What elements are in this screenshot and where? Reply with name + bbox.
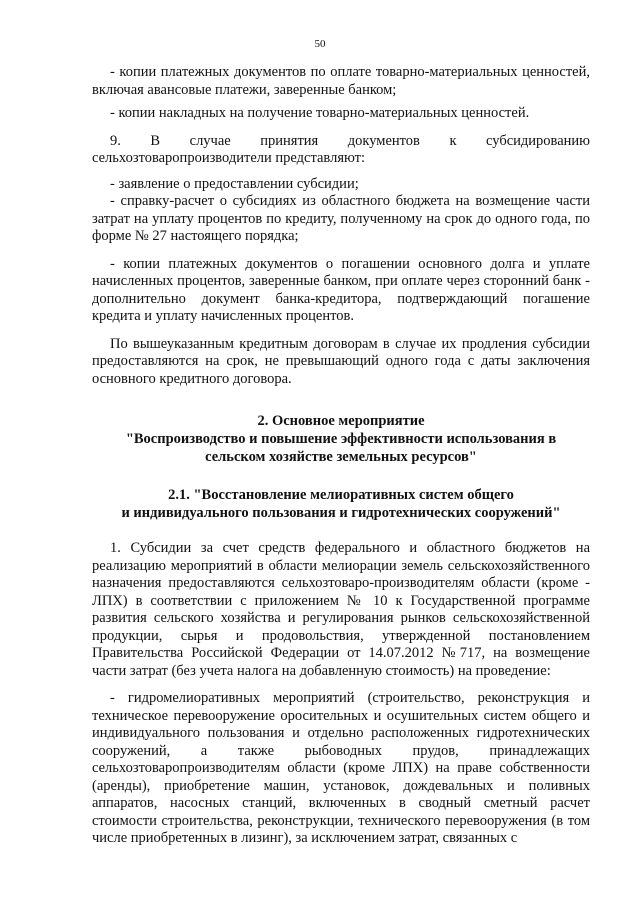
paragraph-application: - заявление о предоставлении субсидии; [110,175,359,192]
page-number: 50 [314,38,326,50]
section-heading-line: сельском хозяйстве земельных ресурсов" [205,449,477,465]
paragraph-calculation-certificate: - справку-расчет о субсидиях из областного бюджета на возмещение части затрат на уплату процентов по кредиту, полученному на срок до одного года, по форме № 27 настоящего порядка; [92,193,590,244]
paragraph-invoices: - копии накладных на получение товарно-материальных ценностей. [110,105,530,121]
section-heading-line: 2. Основное мероприятие [257,413,425,429]
section-heading-line: "Воспроизводство и повышение эффективности использования в [125,431,557,447]
paragraph-repayment-docs: - копии платежных документов о погашении основного долга и уплате начисленных процентов, заверенные банком, при оплате через сторонний банк - дополнительно документ банка-кредитора, подтверждающий погашение кредита и уплату начисленных процентов. [92,255,590,324]
paragraph-hydromelioration: - гидромелиоративных мероприятий (строительство, реконструкция и техническое перевооружение оросительных и осушительных систем общего и индивидуального пользования и отдельно расположенных гидротехнических сооружений, а также рыбоводных прудов, принадлежащих сельхозтоваропроизводителям области (кроме ЛПХ) на праве собственности (аренды), приобретение машин, установок, дождевальных и поливных аппаратов, насосных станций, включенных в сводный сметный расчет стоимости строительства, реконструкции, технического перевооружения (в том числе приобретенных в лизинг), за исключением затрат, связанных с [92,690,590,846]
section-heading [92,412,590,466]
paragraph-subsidies: 1. Субсидии за счет средств федерального и областного бюджетов на реализацию мероприятий в области мелиорации земель сельскохозяйственного назначения предоставляются сельхозтоваро-производителям области (кроме - ЛПХ) в соответствии с приложением № 10 к Государственной программе развития сельского хозяйства и регулирования рынков сельскохозяйственной продукции, сырья и продовольствия, утвержденной постановлением Правительства Российской Федерации от 14.07.2012 №717, на возмещение части затрат (без учета налога на добавленную стоимость) на проведение: [92,540,590,679]
subsection-heading [92,486,590,522]
paragraph-payment-docs: - копии платежных документов по оплате товарно-материальных ценностей, включая авансовые платежи, заверенные банком; [92,64,590,98]
paragraph-item-9: 9. В случае принятия документов к субсидированию сельхозтоваропроизводители представляют: [92,132,590,166]
subsection-heading-line: 2.1. "Восстановление мелиоративных систем общего [168,487,514,503]
document-body [92,64,590,856]
paragraph-extension: По вышеуказанным кредитным договорам в случае их продления субсидии предоставляются на срок, не превышающий одного года с даты заключения основного кредитного договора. [92,335,590,387]
subsection-heading-line: и индивидуального пользования и гидротехнических сооружений" [121,505,561,521]
